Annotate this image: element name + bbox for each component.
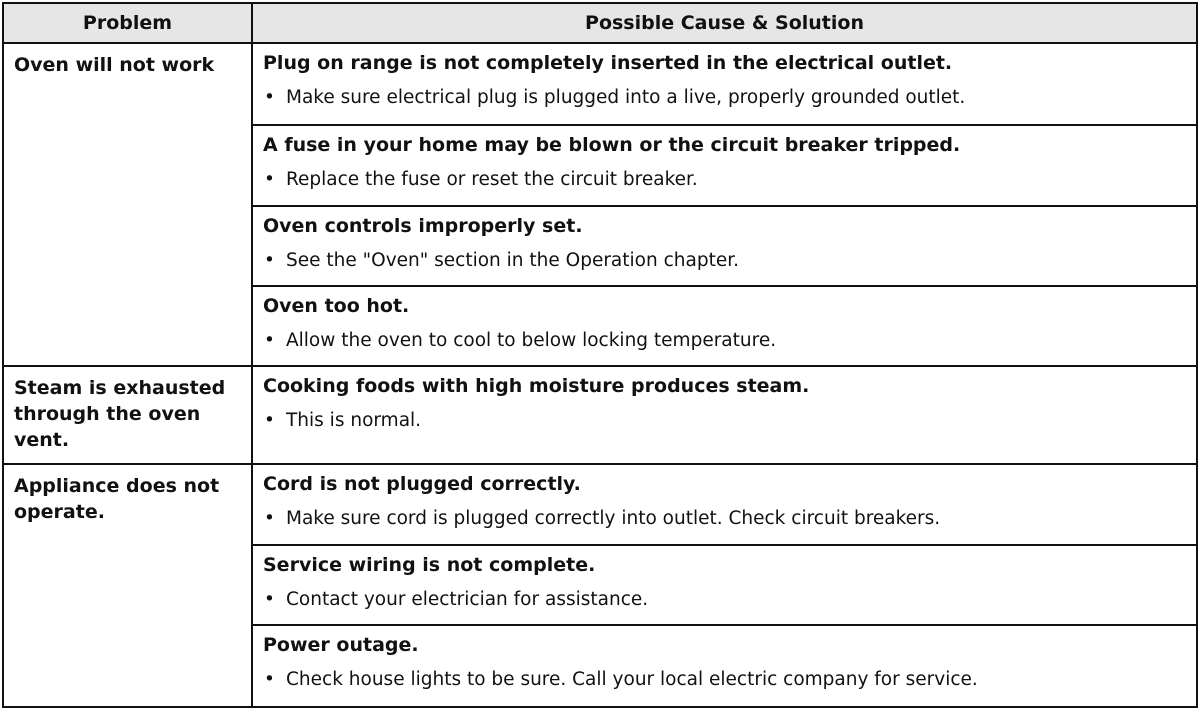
bullet-icon: • (264, 589, 275, 610)
solution-line (263, 506, 1186, 532)
cause-text: Service wiring is not complete. (263, 554, 596, 576)
problem-cell: Oven will not work (3, 43, 252, 366)
solution-text: Make sure cord is plugged correctly into outlet. Check circuit breakers. (286, 508, 941, 529)
cause-item (253, 367, 1196, 463)
cause-text: Cooking foods with high moisture produces steam. (263, 375, 810, 397)
causes-cell (252, 464, 1197, 707)
solution-line (263, 328, 1186, 354)
solution-line (263, 248, 1186, 274)
cause-text: Cord is not plugged correctly. (263, 473, 581, 495)
solution-text: Replace the fuse or reset the circuit breaker. (286, 169, 698, 190)
problem-cell: Appliance does not operate. (3, 464, 252, 707)
table-row (3, 43, 1197, 366)
cause-item (253, 287, 1196, 365)
solution-text: Make sure electrical plug is plugged into a live, properly grounded outlet. (286, 87, 966, 108)
solution-text: Check house lights to be sure. Call your local electric company for service. (286, 669, 978, 690)
header-problem: Problem (3, 3, 252, 43)
solution-line (263, 667, 1186, 693)
cause-text: Oven controls improperly set. (263, 215, 583, 237)
cause-text: A fuse in your home may be blown or the circuit breaker tripped. (263, 134, 961, 156)
solution-text: This is normal. (286, 410, 422, 431)
table-row (3, 366, 1197, 464)
cause-item (253, 207, 1196, 287)
cause-item (253, 44, 1196, 126)
header-row (3, 3, 1197, 43)
cause-item (253, 546, 1196, 626)
solution-text: See the "Oven" section in the Operation chapter. (286, 250, 739, 271)
solution-text: Allow the oven to cool to below locking temperature. (286, 330, 777, 351)
bullet-icon: • (264, 87, 275, 108)
table-row (3, 464, 1197, 707)
cause-text: Plug on range is not completely inserted in the electrical outlet. (263, 52, 953, 74)
bullet-icon: • (264, 669, 275, 690)
solution-line (263, 587, 1186, 613)
cause-item (253, 465, 1196, 546)
bullet-icon: • (264, 330, 275, 351)
solution-line (263, 408, 1186, 434)
solution-line (263, 167, 1186, 193)
bullet-icon: • (264, 410, 275, 431)
troubleshooting-table (2, 2, 1198, 708)
causes-cell (252, 366, 1197, 464)
cause-item (253, 126, 1196, 207)
header-cause-solution: Possible Cause & Solution (252, 3, 1197, 43)
bullet-icon: • (264, 169, 275, 190)
cause-text: Power outage. (263, 634, 419, 656)
bullet-icon: • (264, 250, 275, 271)
solution-text: Contact your electrician for assistance. (286, 589, 649, 610)
cause-text: Oven too hot. (263, 295, 410, 317)
causes-cell (252, 43, 1197, 366)
cause-item (253, 626, 1196, 706)
problem-cell: Steam is exhausted through the oven vent. (3, 366, 252, 464)
solution-line (263, 85, 1186, 111)
bullet-icon: • (264, 508, 275, 529)
